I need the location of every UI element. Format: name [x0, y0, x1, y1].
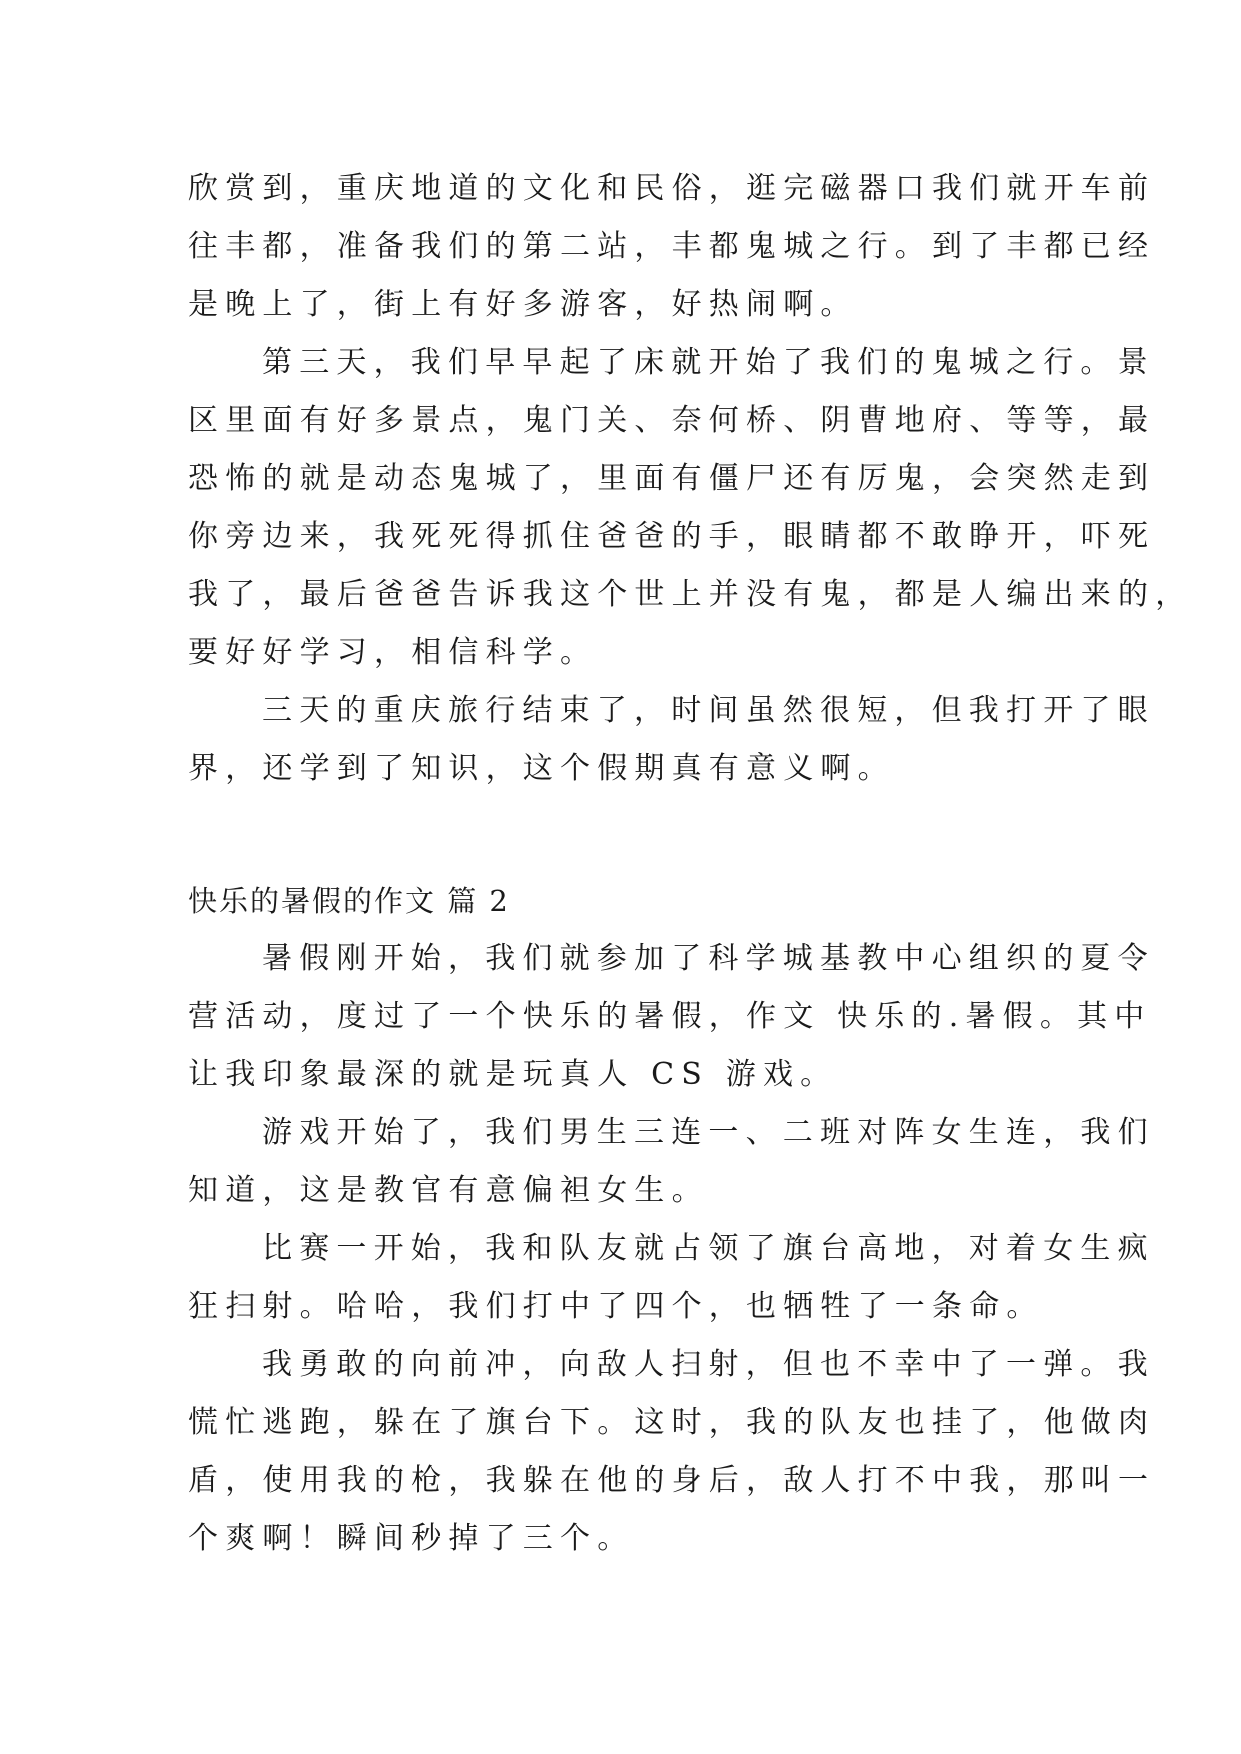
text-line: 我勇敢的向前冲，向敌人扫射，但也不幸中了一弹。我: [262, 1347, 1155, 1382]
text-line: 暑假刚开始，我们就参加了科学城基教中心组织的夏令: [262, 941, 1155, 976]
section-heading: 快乐的暑假的作文 篇 2: [188, 884, 510, 918]
paragraph: [188, 682, 1155, 798]
paragraph: [188, 160, 1156, 334]
spacer: [188, 798, 1054, 872]
paragraph: [188, 1336, 1156, 1568]
text-line: 第三天，我们早早起了床就开始了我们的鬼城之行。景: [262, 345, 1155, 380]
text-line: 欣赏到，重庆地道的文化和民俗，逛完磁器口我们就开车前: [188, 171, 1156, 206]
text-line: 三天的重庆旅行结束了，时间虽然很短，但我打开了眼: [262, 693, 1155, 728]
paragraph: [188, 930, 1155, 1104]
text-line: 狂扫射。哈哈，我们打中了四个，也牺牲了一条命。: [188, 1289, 1044, 1324]
text-line: 要好好学习，相信科学。: [188, 635, 598, 670]
text-line: 恐怖的就是动态鬼城了，里面有僵尸还有厉鬼，会突然走到: [188, 461, 1156, 496]
paragraph: [188, 1104, 1155, 1220]
text-line: 界，还学到了知识，这个假期真有意义啊。: [188, 751, 895, 786]
text-line: 个爽啊！瞬间秒掉了三个。: [188, 1521, 635, 1556]
text-line: 游戏开始了，我们男生三连一、二班对阵女生连，我们: [262, 1115, 1155, 1150]
text-line: 你旁边来，我死死得抓住爸爸的手，眼睛都不敢睁开，吓死: [188, 519, 1156, 554]
text-line: 我了，最后爸爸告诉我这个世上并没有鬼，都是人编出来的，: [188, 577, 1193, 612]
document-page: [188, 160, 1193, 1568]
text-line: 是晚上了，街上有好多游客，好热闹啊。: [188, 287, 858, 322]
text-line: 比赛一开始，我和队友就占领了旗台高地，对着女生疯: [262, 1231, 1155, 1266]
paragraph: [188, 1220, 1155, 1336]
text-line: 往丰都，准备我们的第二站，丰都鬼城之行。到了丰都已经: [188, 229, 1156, 264]
text-line: 让我印象最深的就是玩真人 CS 游戏。: [188, 1057, 838, 1092]
paragraph: [188, 334, 1193, 682]
text-line: 盾，使用我的枪，我躲在他的身后，敌人打不中我，那叫一: [188, 1463, 1156, 1498]
text-line: 区里面有好多景点，鬼门关、奈何桥、阴曹地府、等等，最: [188, 403, 1156, 438]
text-line: 慌忙逃跑，躲在了旗台下。这时，我的队友也挂了，他做肉: [188, 1405, 1156, 1440]
text-line: 知道，这是教官有意偏袒女生。: [188, 1173, 709, 1208]
text-line: 营活动，度过了一个快乐的暑假，作文 快乐的.暑假。其中: [188, 999, 1152, 1034]
